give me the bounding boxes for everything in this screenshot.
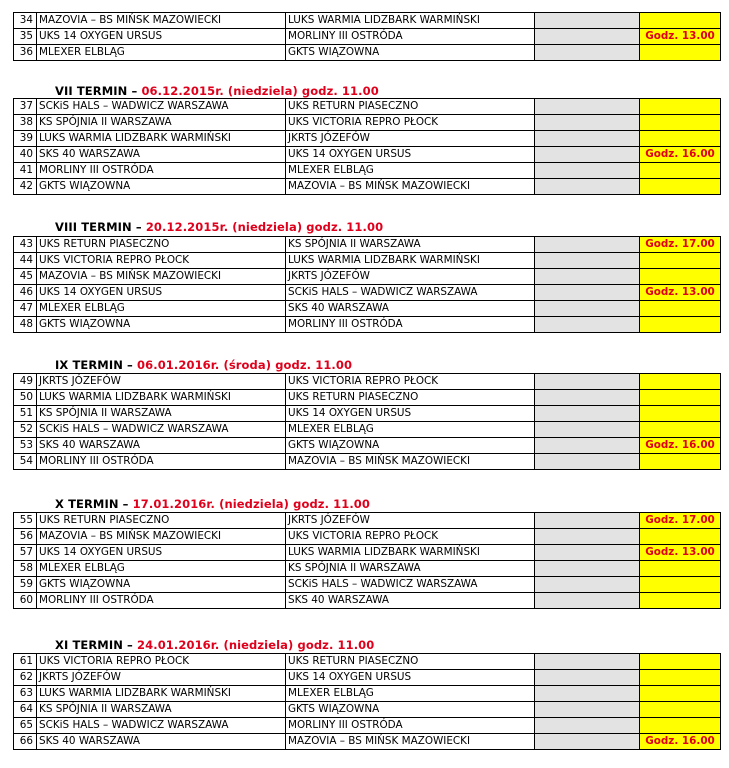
time-note (640, 163, 721, 179)
match-number: 64 (14, 702, 37, 718)
time-note (640, 686, 721, 702)
match-number: 56 (14, 529, 37, 545)
match-number: 53 (14, 438, 37, 454)
result-cell (535, 131, 640, 147)
match-row (14, 115, 721, 131)
result-cell (535, 454, 640, 470)
match-number: 43 (14, 237, 37, 253)
away-team: MLEXER ELBLĄG (286, 422, 535, 438)
result-cell (535, 390, 640, 406)
time-note: Godz. 16.00 (640, 734, 721, 750)
home-team: GKTS WIĄZOWNA (37, 179, 286, 195)
result-cell (535, 179, 640, 195)
match-number: 49 (14, 374, 37, 390)
match-number: 39 (14, 131, 37, 147)
match-number: 58 (14, 561, 37, 577)
result-cell (535, 670, 640, 686)
match-row (14, 438, 721, 454)
time-note (640, 390, 721, 406)
home-team: JKRTS JÓZEFÓW (37, 374, 286, 390)
away-team: LUKS WARMIA LIDZBARK WARMIŃSKI (286, 545, 535, 561)
result-cell (535, 269, 640, 285)
match-number: 57 (14, 545, 37, 561)
match-row (14, 374, 721, 390)
home-team: MAZOVIA – BS MIŃSK MAZOWIECKI (37, 529, 286, 545)
match-row (14, 406, 721, 422)
home-team: MLEXER ELBLĄG (37, 45, 286, 61)
away-team: KS SPÓJNIA II WARSZAWA (286, 237, 535, 253)
match-row (14, 702, 721, 718)
time-note (640, 529, 721, 545)
away-team: MORLINY III OSTRÓDA (286, 29, 535, 45)
termin-label: VIII TERMIN (55, 220, 132, 234)
away-team: GKTS WIĄZOWNA (286, 438, 535, 454)
match-row (14, 317, 721, 333)
match-number: 40 (14, 147, 37, 163)
termin-label: IX TERMIN (55, 358, 123, 372)
termin-label: XI TERMIN (55, 638, 123, 652)
home-team: LUKS WARMIA LIDZBARK WARMIŃSKI (37, 686, 286, 702)
home-team: GKTS WIĄZOWNA (37, 577, 286, 593)
match-row (14, 147, 721, 163)
time-note (640, 454, 721, 470)
match-row (14, 131, 721, 147)
result-cell (535, 654, 640, 670)
home-team: SCKiS HALS – WADWICZ WARSZAWA (37, 99, 286, 115)
home-team: MAZOVIA – BS MIŃSK MAZOWIECKI (37, 269, 286, 285)
away-team: UKS 14 OXYGEN URSUS (286, 670, 535, 686)
result-cell (535, 545, 640, 561)
home-team: KS SPÓJNIA II WARSZAWA (37, 702, 286, 718)
away-team: JKRTS JÓZEFÓW (286, 513, 535, 529)
match-row (14, 545, 721, 561)
termin-dash: – (131, 220, 146, 234)
home-team: MORLINY III OSTRÓDA (37, 454, 286, 470)
time-note (640, 115, 721, 131)
result-cell (535, 45, 640, 61)
home-team: SCKiS HALS – WADWICZ WARSZAWA (37, 422, 286, 438)
result-cell (535, 702, 640, 718)
home-team: MORLINY III OSTRÓDA (37, 163, 286, 179)
match-row (14, 670, 721, 686)
match-row (14, 285, 721, 301)
result-cell (535, 253, 640, 269)
result-cell (535, 718, 640, 734)
match-row (14, 29, 721, 45)
match-number: 46 (14, 285, 37, 301)
time-note: Godz. 16.00 (640, 438, 721, 454)
home-team: KS SPÓJNIA II WARSZAWA (37, 115, 286, 131)
match-row (14, 99, 721, 115)
away-team: JKRTS JÓZEFÓW (286, 269, 535, 285)
match-row (14, 718, 721, 734)
match-row (14, 422, 721, 438)
away-team: UKS VICTORIA REPRO PŁOCK (286, 529, 535, 545)
time-note: Godz. 17.00 (640, 237, 721, 253)
away-team: UKS VICTORIA REPRO PŁOCK (286, 115, 535, 131)
away-team: LUKS WARMIA LIDZBARK WARMIŃSKI (286, 253, 535, 269)
match-row (14, 163, 721, 179)
match-number: 47 (14, 301, 37, 317)
away-team: MAZOVIA – BS MIŃSK MAZOWIECKI (286, 179, 535, 195)
away-team: SCKiS HALS – WADWICZ WARSZAWA (286, 577, 535, 593)
match-row (14, 686, 721, 702)
match-number: 66 (14, 734, 37, 750)
termin-heading-viii (55, 220, 383, 237)
home-team: SKS 40 WARSZAWA (37, 438, 286, 454)
result-cell (535, 99, 640, 115)
match-row (14, 577, 721, 593)
time-note (640, 179, 721, 195)
match-row (14, 513, 721, 529)
home-team: LUKS WARMIA LIDZBARK WARMIŃSKI (37, 131, 286, 147)
match-row (14, 269, 721, 285)
match-row (14, 734, 721, 750)
away-team: SKS 40 WARSZAWA (286, 301, 535, 317)
away-team: UKS VICTORIA REPRO PŁOCK (286, 374, 535, 390)
result-cell (535, 422, 640, 438)
match-number: 54 (14, 454, 37, 470)
away-team: MAZOVIA – BS MIŃSK MAZOWIECKI (286, 734, 535, 750)
result-cell (535, 285, 640, 301)
time-note (640, 422, 721, 438)
termin-label: X TERMIN (55, 497, 119, 511)
away-team: UKS 14 OXYGEN URSUS (286, 147, 535, 163)
termin-date: 20.12.2015r. (niedziela) godz. 11.00 (145, 220, 384, 234)
time-note (640, 670, 721, 686)
result-cell (535, 406, 640, 422)
away-team: UKS 14 OXYGEN URSUS (286, 406, 535, 422)
match-number: 52 (14, 422, 37, 438)
away-team: GKTS WIĄZOWNA (286, 45, 535, 61)
match-row (14, 390, 721, 406)
result-cell (535, 577, 640, 593)
time-note (640, 45, 721, 61)
match-row (14, 454, 721, 470)
match-number: 48 (14, 317, 37, 333)
match-row (14, 237, 721, 253)
match-row (14, 301, 721, 317)
time-note (640, 13, 721, 29)
time-note (640, 718, 721, 734)
time-note (640, 269, 721, 285)
schedule-table-viii (13, 236, 721, 333)
home-team: UKS 14 OXYGEN URSUS (37, 285, 286, 301)
time-note: Godz. 13.00 (640, 29, 721, 45)
match-number: 42 (14, 179, 37, 195)
time-note (640, 654, 721, 670)
match-number: 50 (14, 390, 37, 406)
schedule-table-xi (13, 653, 721, 750)
home-team: MAZOVIA – BS MIŃSK MAZOWIECKI (37, 13, 286, 29)
time-note (640, 593, 721, 609)
match-number: 44 (14, 253, 37, 269)
home-team: SKS 40 WARSZAWA (37, 734, 286, 750)
termin-date: 24.01.2016r. (niedziela) godz. 11.00 (137, 638, 375, 652)
termin-dash: – (127, 84, 142, 98)
time-note (640, 577, 721, 593)
match-row (14, 561, 721, 577)
home-team: JKRTS JÓZEFÓW (37, 670, 286, 686)
schedule-table-ix (13, 373, 721, 470)
time-note (640, 131, 721, 147)
match-row (14, 529, 721, 545)
home-team: GKTS WIĄZOWNA (37, 317, 286, 333)
schedule-table-x (13, 512, 721, 609)
time-note (640, 561, 721, 577)
away-team: MORLINY III OSTRÓDA (286, 317, 535, 333)
schedule-table-vii (13, 98, 721, 195)
match-number: 63 (14, 686, 37, 702)
result-cell (535, 734, 640, 750)
away-team: LUKS WARMIA LIDZBARK WARMIŃSKI (286, 13, 535, 29)
time-note (640, 406, 721, 422)
match-number: 60 (14, 593, 37, 609)
termin-dash: – (122, 638, 138, 652)
result-cell (535, 237, 640, 253)
result-cell (535, 529, 640, 545)
match-number: 61 (14, 654, 37, 670)
time-note: Godz. 17.00 (640, 513, 721, 529)
match-row (14, 179, 721, 195)
home-team: UKS VICTORIA REPRO PŁOCK (37, 654, 286, 670)
away-team: UKS RETURN PIASECZNO (286, 654, 535, 670)
home-team: SKS 40 WARSZAWA (37, 147, 286, 163)
match-number: 65 (14, 718, 37, 734)
result-cell (535, 147, 640, 163)
time-note (640, 317, 721, 333)
result-cell (535, 686, 640, 702)
away-team: SKS 40 WARSZAWA (286, 593, 535, 609)
result-cell (535, 301, 640, 317)
home-team: UKS RETURN PIASECZNO (37, 513, 286, 529)
home-team: KS SPÓJNIA II WARSZAWA (37, 406, 286, 422)
time-note: Godz. 13.00 (640, 285, 721, 301)
match-number: 37 (14, 99, 37, 115)
time-note (640, 253, 721, 269)
time-note (640, 301, 721, 317)
home-team: MLEXER ELBLĄG (37, 561, 286, 577)
match-number: 36 (14, 45, 37, 61)
away-team: UKS RETURN PIASECZNO (286, 390, 535, 406)
home-team: UKS RETURN PIASECZNO (37, 237, 286, 253)
time-note (640, 374, 721, 390)
result-cell (535, 438, 640, 454)
time-note (640, 99, 721, 115)
time-note: Godz. 13.00 (640, 545, 721, 561)
result-cell (535, 163, 640, 179)
away-team: UKS RETURN PIASECZNO (286, 99, 535, 115)
match-number: 45 (14, 269, 37, 285)
termin-dash: – (118, 497, 133, 511)
termin-date: 17.01.2016r. (niedziela) godz. 11.00 (132, 497, 371, 511)
home-team: LUKS WARMIA LIDZBARK WARMIŃSKI (37, 390, 286, 406)
termin-date: 06.01.2016r. (środa) godz. 11.00 (137, 358, 353, 372)
result-cell (535, 115, 640, 131)
result-cell (535, 317, 640, 333)
home-team: MORLINY III OSTRÓDA (37, 593, 286, 609)
result-cell (535, 29, 640, 45)
away-team: KS SPÓJNIA II WARSZAWA (286, 561, 535, 577)
away-team: MLEXER ELBLĄG (286, 163, 535, 179)
home-team: UKS VICTORIA REPRO PŁOCK (37, 253, 286, 269)
time-note (640, 702, 721, 718)
home-team: UKS 14 OXYGEN URSUS (37, 29, 286, 45)
result-cell (535, 561, 640, 577)
result-cell (535, 513, 640, 529)
match-number: 38 (14, 115, 37, 131)
away-team: JKRTS JÓZEFÓW (286, 131, 535, 147)
schedule-table-0 (13, 12, 721, 61)
termin-dash: – (122, 358, 138, 372)
home-team: SCKiS HALS – WADWICZ WARSZAWA (37, 718, 286, 734)
termin-date: 06.12.2015r. (niedziela) godz. 11.00 (141, 84, 379, 98)
match-number: 41 (14, 163, 37, 179)
match-number: 59 (14, 577, 37, 593)
result-cell (535, 13, 640, 29)
match-number: 51 (14, 406, 37, 422)
home-team: MLEXER ELBLĄG (37, 301, 286, 317)
away-team: MORLINY III OSTRÓDA (286, 718, 535, 734)
home-team: UKS 14 OXYGEN URSUS (37, 545, 286, 561)
match-row (14, 253, 721, 269)
termin-label: VII TERMIN (55, 84, 128, 98)
match-number: 62 (14, 670, 37, 686)
result-cell (535, 593, 640, 609)
match-number: 34 (14, 13, 37, 29)
match-row (14, 654, 721, 670)
away-team: MLEXER ELBLĄG (286, 686, 535, 702)
match-number: 55 (14, 513, 37, 529)
away-team: GKTS WIĄZOWNA (286, 702, 535, 718)
away-team: MAZOVIA – BS MIŃSK MAZOWIECKI (286, 454, 535, 470)
result-cell (535, 374, 640, 390)
match-number: 35 (14, 29, 37, 45)
match-row (14, 45, 721, 61)
away-team: SCKiS HALS – WADWICZ WARSZAWA (286, 285, 535, 301)
time-note: Godz. 16.00 (640, 147, 721, 163)
match-row (14, 13, 721, 29)
match-row (14, 593, 721, 609)
